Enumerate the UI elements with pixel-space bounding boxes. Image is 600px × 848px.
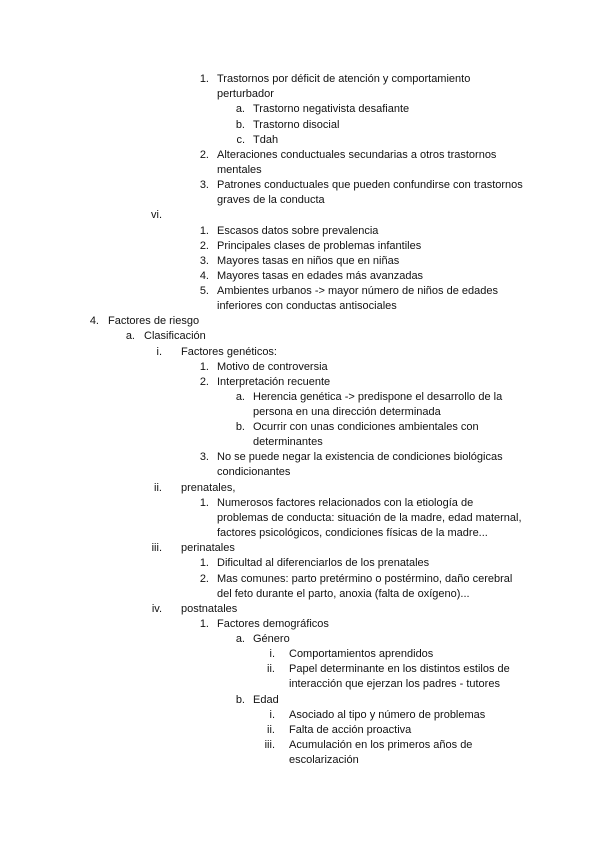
list-marker: a. xyxy=(235,103,245,115)
subsection-heading: Clasificación xyxy=(144,330,206,342)
list-item-text: Género xyxy=(253,633,290,645)
list-marker: 4. xyxy=(89,315,99,327)
list-item-text: Trastornos por déficit de atención y comportamiento xyxy=(217,73,471,85)
list-marker: 2. xyxy=(199,240,209,252)
list-marker: 1. xyxy=(199,73,209,85)
list-item-text: Ambientes urbanos -> mayor número de niños de edades xyxy=(217,285,498,297)
list-marker: 3. xyxy=(199,179,209,191)
list-item-text: postnatales xyxy=(181,603,238,615)
section-heading: Factores de riesgo xyxy=(108,315,200,327)
list-marker: 2. xyxy=(199,149,209,161)
list-item-text: Escasos datos sobre prevalencia xyxy=(217,225,379,237)
list-marker: iii. xyxy=(264,739,275,751)
list-item-text: Factores demográficos xyxy=(217,618,329,630)
list-item-text: Herencia genética -> predispone el desarrollo de la xyxy=(253,391,503,403)
list-marker: iii. xyxy=(151,542,162,554)
list-item-text: condicionantes xyxy=(217,466,291,478)
list-marker: i. xyxy=(269,648,275,660)
list-marker: 5. xyxy=(199,285,209,297)
list-item-text: inferiores con conductas antisociales xyxy=(217,300,397,312)
list-marker: i. xyxy=(156,346,162,358)
list-item-text: problemas de conducta: situación de la madre, edad maternal, xyxy=(217,512,522,524)
list-marker: 2. xyxy=(199,573,209,585)
list-marker: i. xyxy=(269,709,275,721)
list-item-text: mentales xyxy=(217,164,262,176)
list-item-text: Patrones conductuales que pueden confundirse con trastornos xyxy=(217,179,523,191)
list-marker: vi. xyxy=(151,209,162,221)
list-item-text: Papel determinante en los distintos estilos de xyxy=(289,663,510,675)
list-item-text: Trastorno disocial xyxy=(253,119,340,131)
list-marker: 1. xyxy=(199,618,209,630)
list-marker: 2. xyxy=(199,376,209,388)
list-marker: a. xyxy=(125,330,135,342)
list-item-text: Principales clases de problemas infantiles xyxy=(217,240,422,252)
list-item-text: perturbador xyxy=(217,88,274,100)
list-marker: b. xyxy=(235,421,245,433)
list-marker: a. xyxy=(235,391,245,403)
list-item-text: Edad xyxy=(253,694,279,706)
list-item-text: determinantes xyxy=(253,436,323,448)
list-marker: ii. xyxy=(267,724,275,736)
list-marker: 3. xyxy=(199,451,209,463)
list-item-text: Mayores tasas en niños que en niñas xyxy=(217,255,400,267)
list-item-text: No se puede negar la existencia de condiciones biológicas xyxy=(217,451,503,463)
list-marker: b. xyxy=(235,119,245,131)
list-item-text: perinatales xyxy=(181,542,235,554)
list-item-text: Asociado al tipo y número de problemas xyxy=(289,709,486,721)
list-item-text: Mas comunes: parto pretérmino o postérmino, daño cerebral xyxy=(217,573,513,585)
list-marker: 1. xyxy=(199,557,209,569)
list-item-text: escolarización xyxy=(289,754,359,766)
list-marker: b. xyxy=(235,694,245,706)
list-marker: a. xyxy=(235,633,245,645)
list-item-text: persona en una dirección determinada xyxy=(253,406,441,418)
list-item-text: del feto durante el parto, anoxia (falta de oxígeno)... xyxy=(217,588,470,600)
list-item-text: Interpretación recuente xyxy=(217,376,331,388)
list-item-text: Tdah xyxy=(253,134,279,146)
list-item-text: prenatales, xyxy=(181,482,236,494)
list-item-text: Factores genéticos: xyxy=(181,346,277,358)
list-marker: iv. xyxy=(151,603,162,615)
list-item-text: Trastorno negativista desafiante xyxy=(253,103,410,115)
list-item-text: Falta de acción proactiva xyxy=(289,724,412,736)
list-marker: 4. xyxy=(199,270,209,282)
list-marker: 1. xyxy=(199,361,209,373)
list-item-text: Acumulación en los primeros años de xyxy=(289,739,473,751)
list-item-text: factores psicológicos, condiciones físicas de la madre... xyxy=(217,527,488,539)
list-item-text: Alteraciones conductuales secundarias a otros trastornos xyxy=(217,149,497,161)
list-item-text: graves de la conducta xyxy=(217,194,325,206)
list-marker: 3. xyxy=(199,255,209,267)
list-item-text: Comportamientos aprendidos xyxy=(289,648,434,660)
list-item-text: Numerosos factores relacionados con la etiología de xyxy=(217,497,474,509)
list-marker: ii. xyxy=(154,482,162,494)
list-item-text: Motivo de controversia xyxy=(217,361,328,373)
list-item-text: Ocurrir con unas condiciones ambientales con xyxy=(253,421,479,433)
list-item-text: Dificultad al diferenciarlos de los prenatales xyxy=(217,557,430,569)
list-marker: 1. xyxy=(199,225,209,237)
list-marker: ii. xyxy=(267,663,275,675)
list-marker: c. xyxy=(236,134,245,146)
list-marker: 1. xyxy=(199,497,209,509)
list-item-text: interacción que ejerzan los padres - tutores xyxy=(289,678,500,690)
list-item-text: Mayores tasas en edades más avanzadas xyxy=(217,270,424,282)
